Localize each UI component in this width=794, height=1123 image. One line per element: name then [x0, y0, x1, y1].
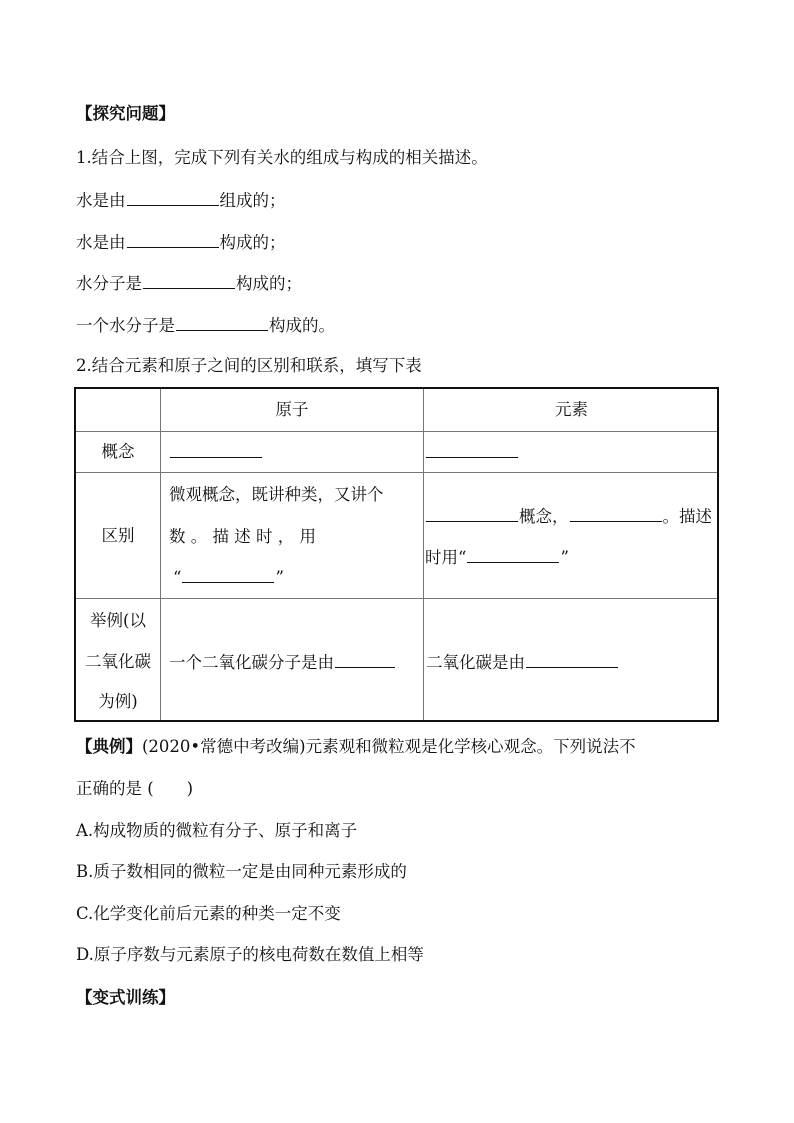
example-stem: (2020•常德中考改编)元素观和微粒观是化学核心观念。下列说法不: [142, 737, 636, 756]
answer-blank[interactable]: [170, 441, 262, 458]
answer-blank[interactable]: [570, 505, 662, 522]
example-tag: 【典例】: [76, 737, 142, 756]
question-1-line-3: [76, 272, 302, 295]
answer-blank[interactable]: [426, 505, 518, 522]
element-diff-prefix: 时用“: [425, 548, 467, 567]
answer-blank[interactable]: [526, 651, 618, 668]
table-divider: [423, 389, 424, 720]
atom-diff-line-2: 数 。 描 述 时 ， 用: [169, 527, 316, 546]
element-diff-line-1: [425, 505, 712, 528]
header-atom: 原子: [275, 400, 309, 419]
atom-example-cell: [169, 651, 396, 674]
table-divider: [76, 472, 717, 473]
element-diff-suffix: ”: [560, 548, 569, 567]
atom-diff-line-3: [173, 566, 284, 589]
line-prefix: 水是由: [76, 233, 126, 252]
question-1-prompt: 1.结合上图，完成下列有关水的组成与构成的相关描述。: [76, 148, 488, 167]
atom-concept-cell: [169, 441, 263, 464]
line-prefix: 一个水分子是: [76, 316, 175, 335]
practice-heading: 【变式训练】: [76, 988, 175, 1007]
table-divider: [76, 598, 717, 599]
option-b: B.质子数相同的微粒一定是由同种元素形成的: [76, 862, 407, 881]
row-label-example-1: 举例(以: [90, 611, 146, 630]
open-quote: “: [173, 568, 182, 587]
row-label-example-3: 为例): [98, 692, 138, 711]
element-diff-end: 。描述: [662, 507, 712, 526]
answer-blank[interactable]: [143, 272, 235, 289]
line-suffix: 构成的；: [236, 274, 302, 293]
element-diff-mid: 概念，: [519, 507, 569, 526]
option-c: C.化学变化前后元素的种类一定不变: [76, 904, 341, 923]
section-heading: 【探究问题】: [76, 104, 175, 123]
answer-blank[interactable]: [127, 189, 219, 206]
example-line-2: 正确的是 ( ): [76, 779, 194, 798]
example-line-1: [76, 736, 636, 758]
answer-blank[interactable]: [127, 231, 219, 248]
answer-blank[interactable]: [176, 314, 268, 331]
line-suffix: 组成的；: [219, 191, 286, 210]
element-example-text: 二氧化碳是由: [426, 653, 525, 672]
table-divider: [160, 389, 161, 720]
row-label-concept: 概念: [101, 442, 135, 461]
atom-diff-line-1: 微观概念，既讲种类，又讲个: [169, 485, 384, 504]
question-2-prompt: 2.结合元素和原子之间的区别和联系，填写下表: [76, 356, 422, 375]
question-1-line-4: [76, 314, 335, 337]
row-label-difference: 区别: [101, 526, 135, 545]
question-1-line-2: [76, 231, 286, 254]
header-element: 元素: [555, 400, 588, 419]
atom-example-text: 一个二氧化碳分子是由: [169, 653, 334, 672]
row-label-example-2: 二氧化碳: [85, 652, 151, 671]
option-d: D.原子序数与元素原子的核电荷数在数值上相等: [76, 945, 424, 964]
element-example-cell: [426, 651, 619, 674]
answer-blank[interactable]: [335, 651, 395, 668]
close-quote: ”: [275, 568, 284, 587]
table-divider: [76, 431, 717, 432]
line-prefix: 水是由: [76, 191, 126, 210]
option-a: A.构成物质的微粒有分子、原子和离子: [76, 821, 358, 840]
atom-element-table: [74, 387, 719, 722]
element-concept-cell: [425, 441, 519, 464]
answer-blank[interactable]: [467, 546, 559, 563]
question-1-line-1: [76, 189, 286, 212]
line-suffix: 构成的；: [219, 233, 286, 252]
answer-blank[interactable]: [426, 441, 518, 458]
answer-blank[interactable]: [182, 566, 274, 583]
line-prefix: 水分子是: [76, 274, 142, 293]
line-suffix: 构成的。: [269, 316, 335, 335]
element-diff-line-2: [425, 546, 569, 569]
